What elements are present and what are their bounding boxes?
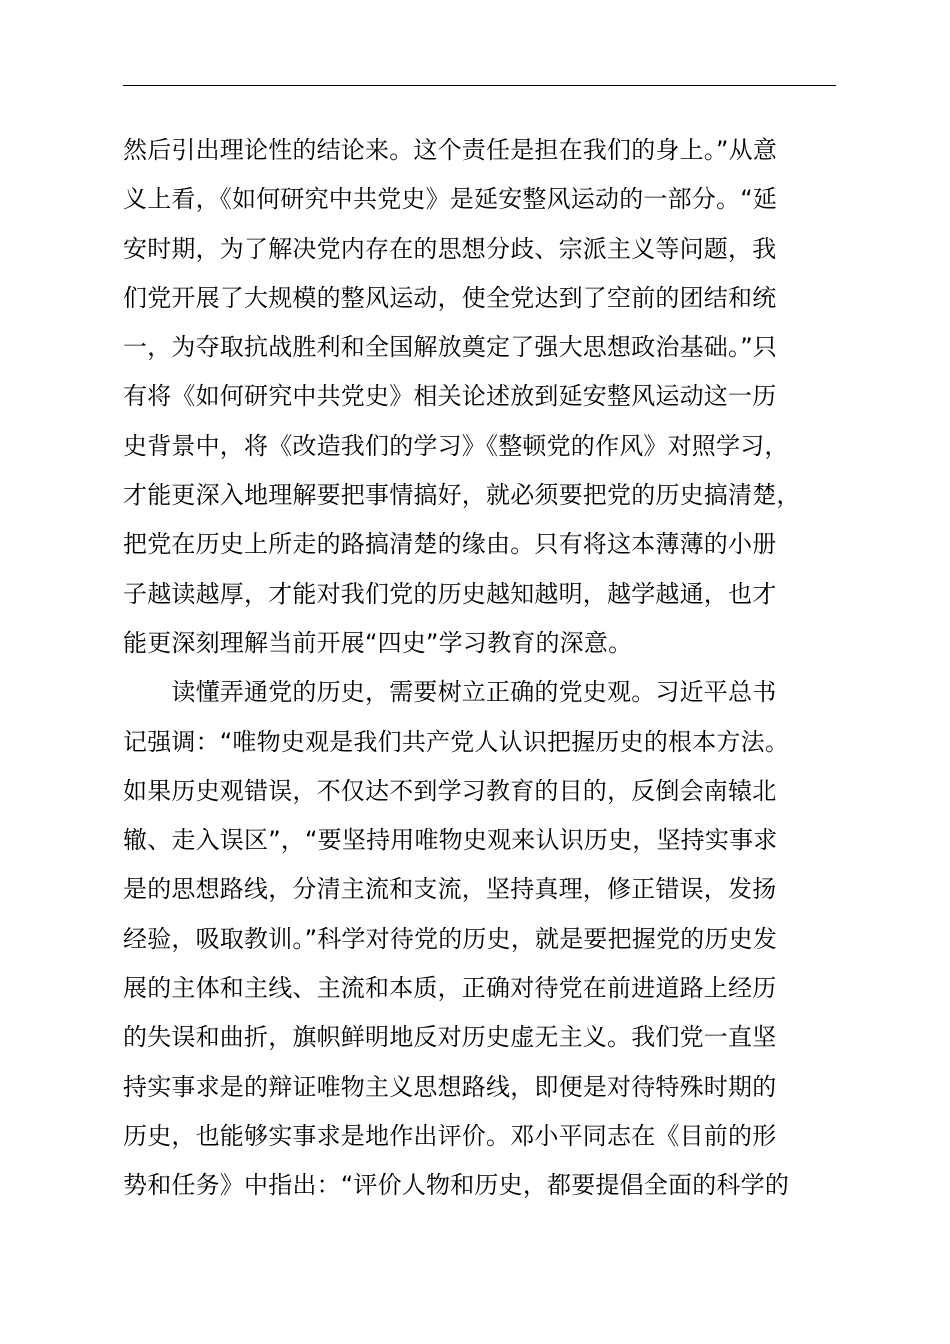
text-line: 才能更深入地理解要把事情搞好，就必须要把党的历史搞清楚，: [123, 481, 801, 510]
text-line: 持实事求是的辩证唯物主义思想路线，即便是对待特殊时期的: [123, 1072, 777, 1101]
text-line: 安时期，为了解决党内存在的思想分歧、宗派主义等问题，我: [123, 234, 777, 263]
text-line: 们党开展了大规模的整风运动，使全党达到了空前的团结和统: [123, 283, 777, 312]
text-line: 展的主体和主线、主流和本质，正确对待党在前进道路上经历: [123, 974, 777, 1003]
text-line: 一，为夺取抗战胜利和全国解放奠定了强大思想政治基础。”只: [123, 333, 778, 362]
text-line: 历史，也能够实事求是地作出评价。邓小平同志在《目前的形: [123, 1121, 777, 1150]
text-line: 的失误和曲折，旗帜鲜明地反对历史虚无主义。我们党一直坚: [123, 1023, 777, 1052]
text-line: 如果历史观错误，不仅达不到学习教育的目的，反倒会南辕北: [123, 776, 777, 805]
text-line: 辙、走入误区”，“要坚持用唯物史观来认识历史，坚持实事求: [123, 826, 778, 855]
document-body: [123, 126, 863, 1211]
text-line: 子越读越厚，才能对我们党的历史越知越明，越学越通，也才: [123, 579, 777, 608]
text-line: 史背景中，将《改造我们的学习》《整顿党的作风》对照学习，: [123, 431, 789, 460]
text-line: 是的思想路线，分清主流和支流，坚持真理，修正错误，发扬: [123, 875, 777, 904]
text-line: 经验，吸取教训。”科学对待党的历史，就是要把握党的历史发: [123, 924, 778, 953]
text-line: 有将《如何研究中共党史》相关论述放到延安整风运动这一历: [123, 382, 777, 411]
text-line: 记强调：“唯物史观是我们共产党人认识把握历史的根本方法。: [123, 727, 790, 756]
header-rule: [123, 85, 836, 86]
text-line: 把党在历史上所走的路搞清楚的缘由。只有将这本薄薄的小册: [123, 530, 777, 559]
text-line: 读懂弄通党的历史，需要树立正确的党史观。习近平总书: [123, 678, 777, 707]
text-line: 然后引出理论性的结论来。这个责任是担在我们的身上。”从意: [123, 136, 778, 164]
text-line: 能更深刻理解当前开展“四史”学习教育的深意。: [123, 628, 633, 657]
text-line: 势和任务》中指出：“评价人物和历史，都要提倡全面的科学的: [123, 1171, 790, 1200]
text-line: 义上看，《如何研究中共党史》是延安整风运动的一部分。“延: [123, 185, 778, 214]
